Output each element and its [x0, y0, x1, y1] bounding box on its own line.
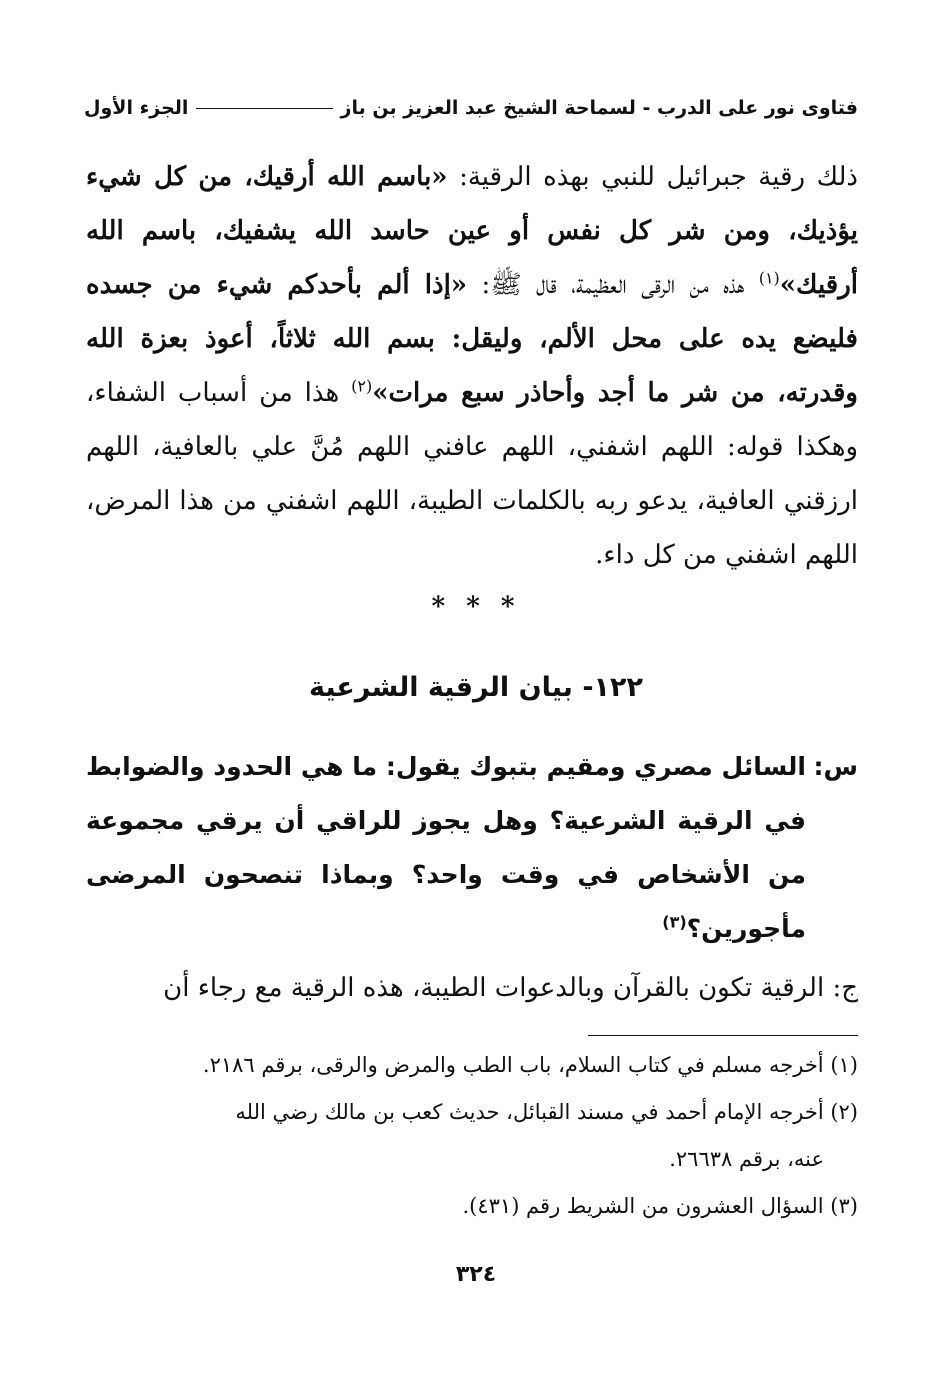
answer-text: الرقية تكون بالقرآن وبالدعوات الطيبة، هذه الرقية مع رجاء أن	[163, 973, 825, 1003]
hadith-quote: «إذا ألم بأحدكم شيء من جسده فليضع يده على محل الألم، وليقل: بسم الله ثلاثاً، أعوذ بعزة الله وقدرته، من شر ما أجد وأحاذر سبع مرات»	[86, 270, 858, 408]
running-head-part: الجزء الأول	[84, 97, 189, 119]
footnote-ref-3: (٣)	[662, 912, 687, 932]
section-separator: * * *	[431, 592, 521, 622]
footnote-ref-2: (٢)	[351, 376, 373, 396]
footnote-2-continuation: عنه، برقم ٢٦٦٣٨.	[669, 1147, 824, 1171]
footnotes	[86, 1042, 858, 1230]
footnote-2: (٢) أخرجه الإمام أحمد في مسند القبائل، حديث كعب بن مالك رضي الله	[235, 1100, 858, 1124]
page-number: ٣٢٤	[455, 1262, 497, 1287]
running-head-title: فتاوى نور على الدرب - لسماحة الشيخ عبد العزيز بن باز	[340, 97, 858, 119]
body-intro-text: ذلك رقية جبرائيل للنبي بهذه الرقية:	[447, 162, 858, 192]
question-block	[86, 740, 858, 956]
footnote-3: (٣) السؤال العشرون من الشريط رقم (٤٣١).	[462, 1194, 858, 1218]
running-head-rule	[196, 108, 332, 109]
ruqya-quote: «باسم الله أرقيك، من كل شيء يؤذيك، ومن شر كل نفس أو عين حاسد الله يشفيك، باسم الله أرقيك»	[86, 162, 859, 300]
running-head	[84, 88, 858, 128]
section-heading: ١٢٢- بيان الرقية الشرعية	[309, 672, 643, 703]
body-mid-text: هذه من الرقى العظيمة، قال ﷺ:	[467, 270, 759, 300]
answer-marker: ج:	[832, 973, 858, 1003]
answer-block	[86, 962, 858, 1014]
question-marker: س:	[813, 752, 858, 781]
footnote-ref-1: (١)	[758, 268, 780, 288]
body-end-text: هذا من أسباب الشفاء، وهكذا قوله: اللهم اشفني، اللهم عافني اللهم مُنَّ علي بالعافية، اللهم ارزقني العافية، يدعو ربه بالكلمات الطيبة، اللهم اشفني من هذا المرض، اللهم اشفني من كل داء.	[86, 378, 858, 570]
body-paragraph	[86, 150, 858, 582]
question-text: السائل مصري ومقيم بتبوك يقول: ما هي الحدود والضوابط في الرقية الشرعية؟ وهل يجوز للراقي أن يرقي مجموعة من الأشخاص في وقت واحد؟ وبماذا تنصحون المرضى مأجورين؟	[86, 752, 806, 943]
footnote-divider	[588, 1035, 858, 1036]
footnote-1: (١) أخرجه مسلم في كتاب السلام، باب الطب والمرض والرقى، برقم ٢١٨٦.	[202, 1053, 858, 1077]
